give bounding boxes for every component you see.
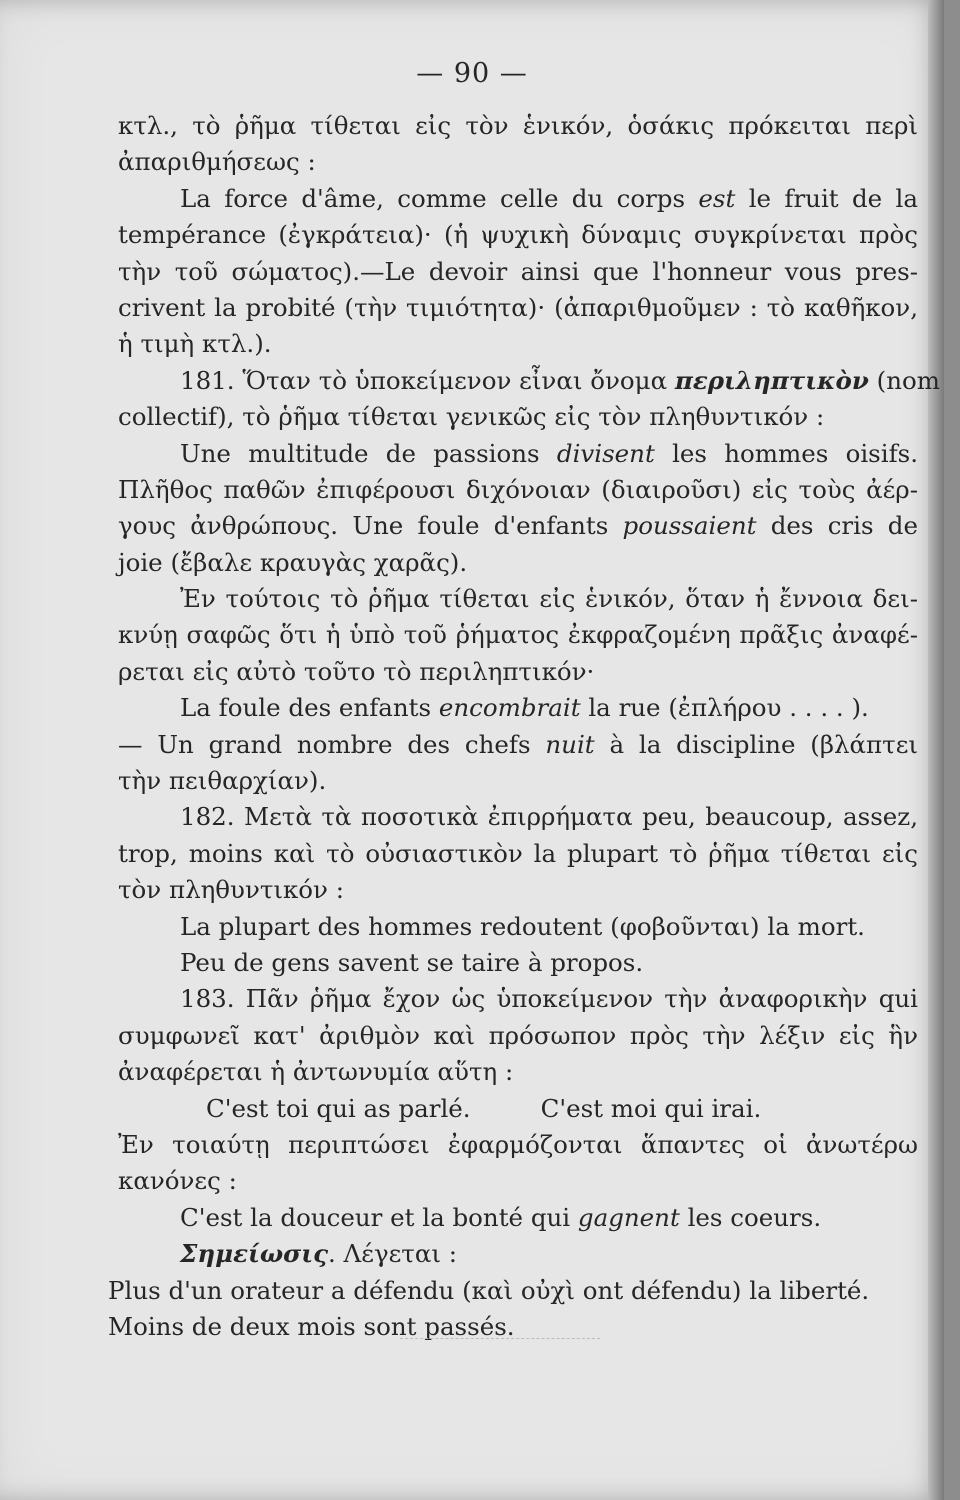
- text-line: κανόνες :: [118, 1166, 237, 1196]
- text-line: ἀπαριθμήσεως :: [118, 147, 316, 177]
- text-segment: (nom: [868, 365, 940, 395]
- section-182-heading: 182. Μετὰ τὰ ποσοτικὰ ἐπιρρήματα peu, beaucoup, assez,: [180, 802, 918, 832]
- text-line: Ἐν τούτοις τὸ ῥῆμα τίθεται εἰς ἑνικόν, ὅταν ἡ ἔννοια δει-: [180, 584, 918, 614]
- text-segment: le fruit de la: [735, 183, 918, 213]
- example-sentence: C'est moi qui irai.: [540, 1093, 762, 1123]
- text-line: [118, 690, 918, 726]
- text-line: Peu de gens savent se taire à propos.: [180, 947, 644, 977]
- example-sentence: C'est toi qui as parlé.: [206, 1093, 471, 1123]
- italic-term: encombrait: [438, 693, 581, 723]
- text-line: [118, 1091, 918, 1127]
- section-181-heading: [118, 363, 940, 399]
- text-segment: à la discipline (βλάπτει: [594, 729, 919, 759]
- text-line: crivent la probité (τὴν τιμιότητα)· (ἀπαριθμοῦμεν : τὸ καθῆκον,: [118, 292, 918, 322]
- text-segment: les coeurs.: [679, 1202, 822, 1232]
- page-number: — 90 —: [416, 58, 528, 89]
- text-line: [118, 727, 918, 763]
- text-line: Πλῆθος παθῶν ἐπιφέρουσι διχόνοιαν (διαιροῦσι) εἰς τοὺς ἀέρ-: [118, 474, 918, 504]
- text-segment: Une multitude de passions: [180, 438, 557, 468]
- note-label: Σημείωσις: [180, 1239, 328, 1269]
- text-segment: γους ἀνθρώπους. Une foule d'enfants: [118, 511, 623, 541]
- italic-term: nuit: [545, 729, 595, 759]
- text-line: tempérance (ἐγκράτεια)· (ἡ ψυχικὴ δύναμις συγκρίνεται πρὸς: [118, 220, 918, 250]
- text-line: τὴν πειθαρχίαν).: [118, 766, 327, 796]
- text-line: joie (ἔβαλε κραυγὰς χαρᾶς).: [118, 547, 468, 577]
- text-segment: 181. Ὅταν τὸ ὑποκείμενον εἶναι ὄνομα: [180, 365, 675, 395]
- text-line: κτλ., τὸ ῥῆμα τίθεται εἰς τὸν ἑνικόν, ὁσάκις πρόκειται περὶ: [118, 111, 918, 140]
- text-line: κνύῃ σαφῶς ὅτι ἡ ὑπὸ τοῦ ῥήματος ἐκφραζομένη πρᾶξις ἀναφέ-: [118, 620, 918, 650]
- note-heading: [118, 1236, 918, 1272]
- text-line: Plus d'un orateur a défendu (καὶ οὐχὶ ont défendu) la liberté.: [108, 1275, 870, 1305]
- italic-term: poussaient: [622, 511, 757, 541]
- bold-italic-term: περιληπτικὸν: [674, 365, 869, 395]
- italic-term: gagnent: [577, 1202, 680, 1232]
- text-segment: . Λέγεται :: [327, 1239, 458, 1269]
- text-segment: les hommes oisifs.: [654, 438, 918, 468]
- text-line: La plupart des hommes redoutent (φοβοῦνται) la mort.: [180, 911, 865, 941]
- text-segment: La foule des enfants: [180, 693, 439, 723]
- bottom-divider: [400, 1338, 600, 1339]
- text-segment: C'est la douceur et la bonté qui: [180, 1202, 578, 1232]
- text-line: ρεται εἰς αὐτὸ τοῦτο τὸ περιληπτικόν·: [118, 656, 595, 686]
- text-line: [118, 1200, 918, 1236]
- text-line: τὴν τοῦ σώματος).—Le devoir ainsi que l'honneur vous pres-: [118, 256, 918, 286]
- text-line: ἡ τιμὴ κτλ.).: [118, 329, 272, 359]
- text-line: ἀναφέρεται ἡ ἀντωνυμία αὕτη :: [118, 1057, 514, 1087]
- section-183-heading: 183. Πᾶν ῥῆμα ἔχον ὡς ὑποκείμενον τὴν ἀναφορικὴν qui: [180, 984, 918, 1014]
- text-line: [118, 508, 918, 544]
- text-segment: des cris de: [756, 511, 918, 541]
- text-line: collectif), τὸ ῥῆμα τίθεται γενικῶς εἰς τὸν πληθυντικόν :: [118, 402, 825, 432]
- page-edge-shadow: [928, 0, 944, 1500]
- text-segment: la rue (ἐπλήρου . . . . ).: [580, 693, 869, 723]
- text-line: Ἐν τοιαύτῃ περιπτώσει ἐφαρμόζονται ἅπαντες οἱ ἀνωτέρω: [118, 1129, 918, 1159]
- text-line: [118, 436, 918, 472]
- text-line: trop, moins καὶ τὸ οὐσιαστικὸν la plupart τὸ ῥῆμα τίθεται εἰς: [118, 838, 918, 868]
- text-line: τὸν πληθυντικόν :: [118, 875, 344, 905]
- text-line: [118, 181, 918, 217]
- text-segment: — Un grand nombre des chefs: [118, 729, 546, 759]
- italic-term: divisent: [556, 438, 655, 468]
- text-line: συμφωνεῖ κατ' ἀριθμὸν καὶ πρόσωπον πρὸς τὴν λέξιν εἰς ἣν: [118, 1020, 918, 1050]
- italic-term: est: [698, 183, 736, 213]
- text-line: Moins de deux mois sont passés.: [108, 1311, 515, 1341]
- page-body: [108, 108, 940, 1345]
- text-segment: La force d'âme, comme celle du corps: [180, 183, 699, 213]
